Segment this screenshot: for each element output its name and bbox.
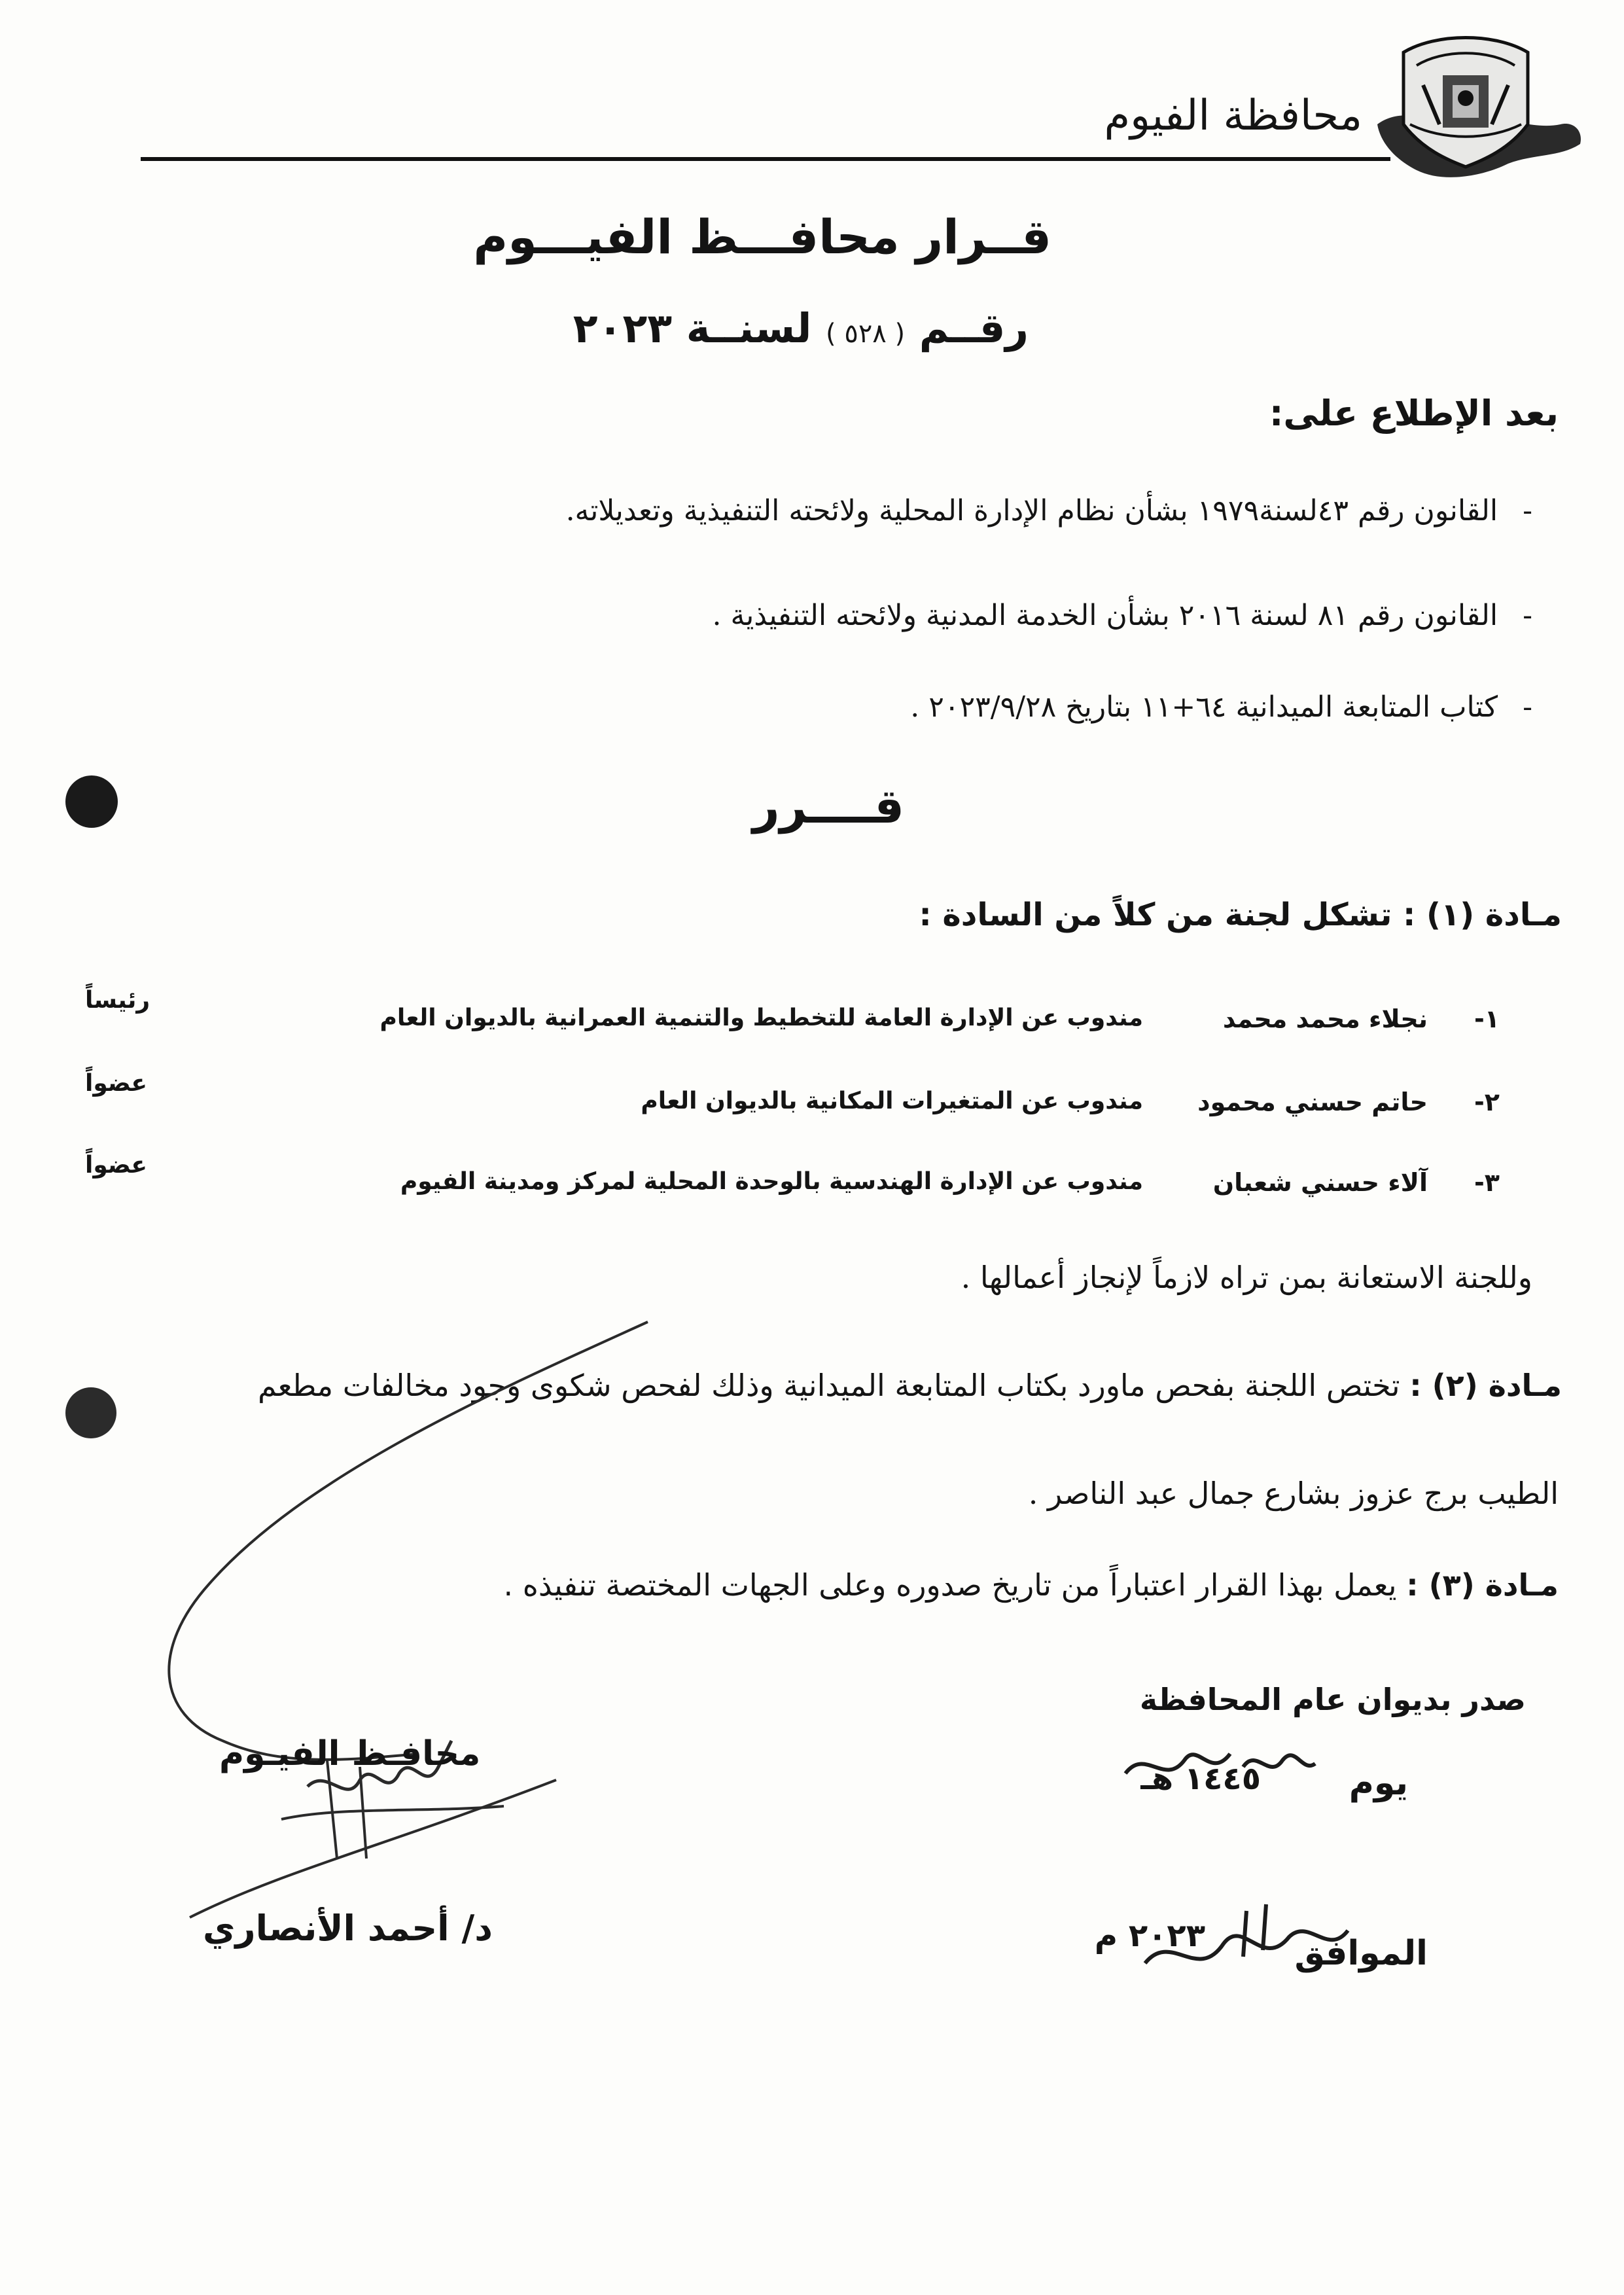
article-2-continuation: الطيب برج عزوز بشارع جمال عبد الناصر .	[1028, 1476, 1559, 1511]
member-number: ١-	[1474, 1005, 1500, 1033]
decree-number	[573, 304, 1029, 352]
article-3-text: يعمل بهذا القرار اعتباراً من تاريخ صدوره وعلى الجهات المختصة تنفيذه .	[503, 1567, 1397, 1603]
bullet-dash: -	[1523, 494, 1532, 527]
article-1-heading: مـادة (١) : تشكل لجنة من كلاً من السادة :	[919, 897, 1562, 933]
article-2-label: مـادة (٢) :	[1409, 1368, 1562, 1403]
reference-text: القانون رقم ٤٣لسنة١٩٧٩ بشأن نظام الإدارة المحلية ولائحته التنفيذية وتعديلاته.	[565, 494, 1498, 527]
member-role: عضواً	[85, 1070, 147, 1097]
member-name: نجلاء محمد محمد	[1222, 1005, 1428, 1033]
member-description: مندوب عن الإدارة العامة للتخطيط والتنمية العمرانية بالديوان العام	[380, 1005, 1143, 1031]
article-1-note: وللجنة الاستعانة بمن تراه لازماً لإنجاز أعمالها .	[961, 1260, 1532, 1295]
bullet-dash: -	[1523, 599, 1532, 632]
decided-heading: قــــرر	[752, 779, 904, 834]
reference-item	[566, 494, 1532, 527]
header-divider	[141, 157, 1390, 161]
punch-hole	[65, 1387, 116, 1438]
hijri-year: ١٤٤٥ هـ	[1140, 1760, 1261, 1797]
signatory-title: محافـظ الفيـوم	[219, 1734, 481, 1773]
signature-scribble	[111, 1309, 700, 1963]
day-label: يوم	[1349, 1764, 1408, 1803]
reference-text: كتاب المتابعة الميدانية ٦٤+١١ بتاريخ ٢٠٢٣/٩/٢٨ .	[910, 690, 1498, 724]
issued-at: صدر بديوان عام المحافظة	[1139, 1682, 1526, 1717]
gregorian-year: ٢٠٢٣ م	[1094, 1917, 1205, 1954]
member-number: ٢-	[1474, 1088, 1500, 1116]
reference-text: القانون رقم ٨١ لسنة ٢٠١٦ بشأن الخدمة المدنية ولائحته التنفيذية .	[712, 599, 1498, 632]
governorate-emblem	[1364, 26, 1587, 190]
preamble-heading: بعد الإطلاع على:	[1269, 393, 1559, 434]
handwritten-date	[1047, 1734, 1439, 2061]
year-label: لسنــة ٢٠٢٣	[573, 304, 812, 352]
punch-hole	[65, 775, 118, 828]
number-value: ( ٥٢٨ )	[826, 319, 906, 349]
member-name: آلاء حسني شعبان	[1212, 1168, 1428, 1197]
member-description: مندوب عن الإدارة الهندسية بالوحدة المحلية لمركز ومدينة الفيوم	[400, 1168, 1143, 1195]
member-role: عضواً	[85, 1152, 147, 1179]
article-3-label: مـادة (٣) :	[1406, 1567, 1559, 1603]
reference-item	[910, 690, 1532, 724]
article-2-text: تختص اللجنة بفحص ماورد بكتاب المتابعة الميدانية وذلك لفحص شكوى وجود مخالفات مطعم	[257, 1368, 1400, 1403]
member-role: رئيساً	[85, 987, 150, 1014]
signatory-name: د/ أحمد الأنصاري	[203, 1908, 493, 1949]
reference-item	[713, 599, 1533, 632]
member-description: مندوب عن المتغيرات المكانية بالديوان العام	[641, 1088, 1143, 1114]
bullet-dash: -	[1523, 690, 1532, 724]
corresponding-label: الموافق	[1294, 1934, 1428, 1973]
decree-title: قــرار محافـــظ الفيـــوم	[473, 209, 1051, 264]
member-number: ٣-	[1474, 1168, 1500, 1197]
member-name: حاتم حسني محمود	[1197, 1088, 1428, 1116]
number-label: رقــم	[919, 304, 1029, 352]
governorate-name: محافظة الفيوم	[1104, 92, 1362, 140]
